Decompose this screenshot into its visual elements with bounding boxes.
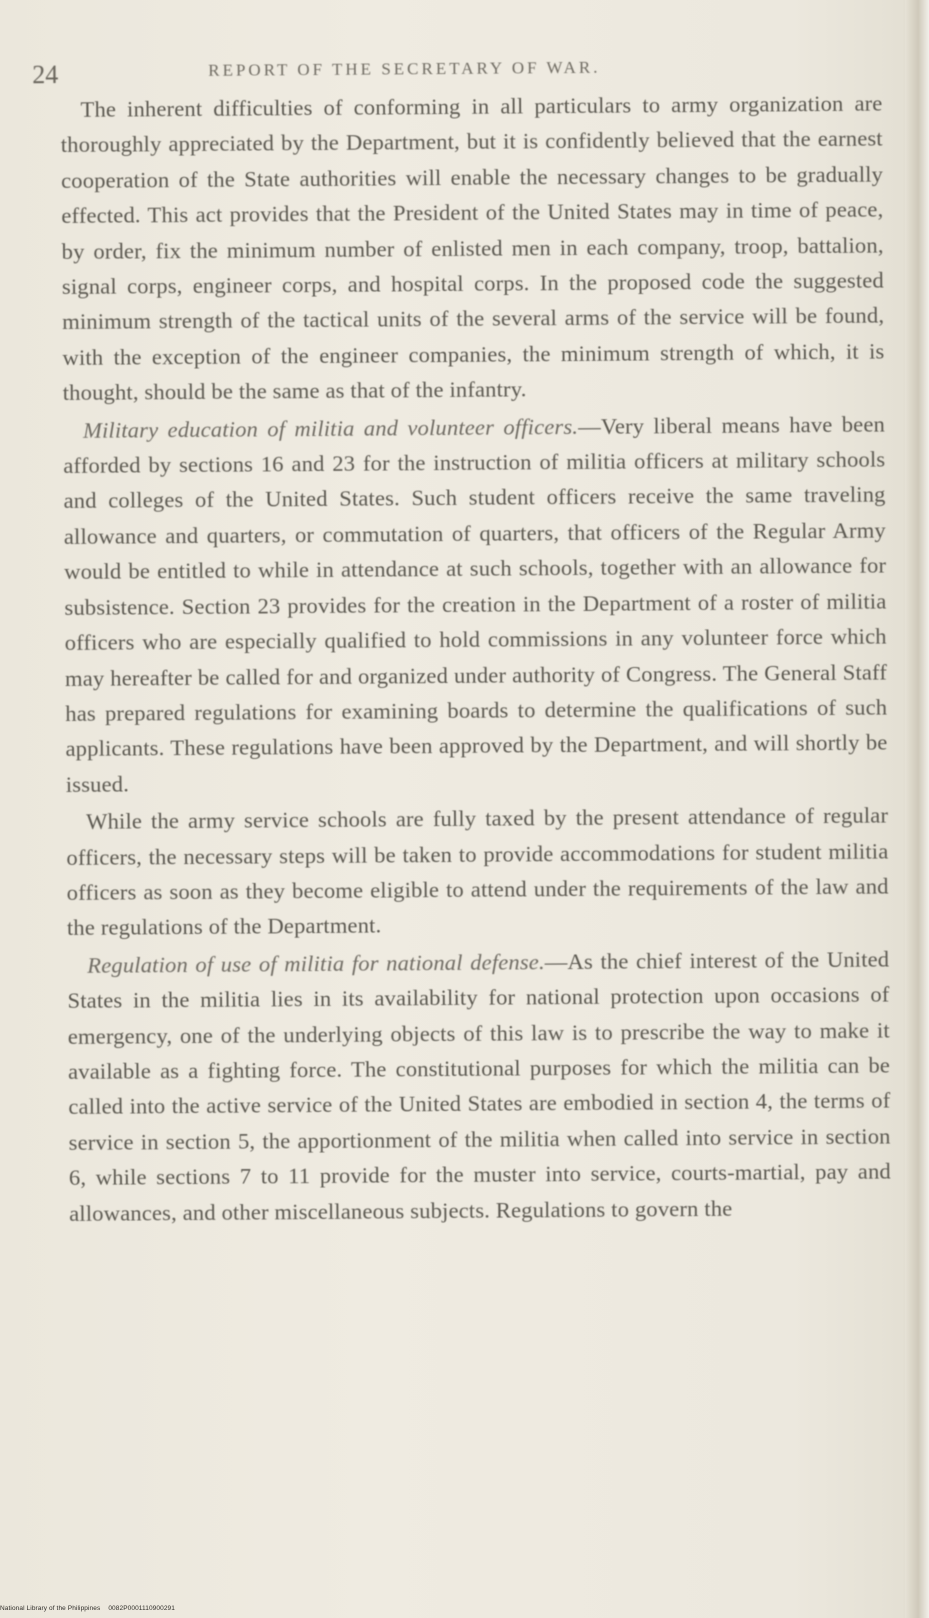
paragraph-4 — [67, 941, 891, 1231]
sidehead-military-education: Military education of militia and volunteer officers. — [82, 413, 579, 443]
running-title: REPORT OF THE SECRETARY OF WAR. — [208, 57, 601, 80]
paragraph-1 — [60, 86, 884, 411]
footer-identifier: 0082P0001110900291 — [108, 1605, 175, 1612]
paragraph-3-text: While the army service schools are fully taxed by the present attendance of regular officers, the necessary steps will be taken to provide accommodations for student militia officers as soon as they become eligible to attend under the requirements of the law and the regulations of the Department. — [66, 802, 889, 941]
sidehead-regulation-of-militia: Regulation of use of militia for national defense. — [87, 948, 545, 978]
page-edge-shadow — [905, 0, 929, 1618]
paragraph-1-text: The inherent difficulties of conforming in all particulars to army organization are thoroughly appreciated by the Department, but it is confidently believed that the earnest cooperation of the State authorities will enable the necessary changes to be gradually effected. This act provides that the President of the United States may in time of peace, by order, fix the minimum number of enlisted men in each company, troop, battalion, signal corps, engineer corps, and hospital corps. In the proposed code the suggested minimum strength of the tactical units of the several arms of the service will be found, with the exception of the engineer companies, the minimum strength of which, it is thought, should be the same as that of the infantry. — [60, 90, 885, 406]
paragraph-2-text: —Very liberal means have been afforded by sections 16 and 23 for the instruction of militia officers at military schools and colleges of the United States. Such student officers receive the same traveling allowance and quarters, or commutation of quarters, that officers of the Regular Army would be entitled to while in attendance at such schools, together with an allowance for subsistence. Section 23 provides for the creation in the Department of a roster of militia officers who are especially qualified to hold commissions in any volunteer force which may hereafter be called for and organized under authority of Congress. The General Staff has prepared regulations for examining boards to determine the qualifications of such applicants. These regulations have been approved by the Department, and will shortly be issued. — [63, 411, 888, 797]
running-head — [32, 38, 882, 92]
page-text-block — [32, 38, 891, 1231]
footer-library-name: National Library of the Philippines — [0, 1605, 101, 1612]
paragraph-3 — [66, 798, 889, 946]
page-number: 24 — [32, 60, 59, 90]
paragraph-2 — [63, 406, 888, 802]
scan-credit-footer — [0, 1605, 175, 1612]
paragraph-4-text: —As the chief interest of the United States in the militia lies in its availability for national protection upon occasions of emergency, one of the underlying objects of this law is to prescribe the way to make it available as a fighting force. The constitutional purposes for which the militia can be called into the active service of the United States are embodied in section 4, the terms of service in section 5, the apportionment of the militia when called into service in section 6, while sections 7 to 11 provide for the muster into service, courts-martial, pay and allowances, and other miscellaneous subjects. Regulations to govern the — [67, 946, 891, 1226]
